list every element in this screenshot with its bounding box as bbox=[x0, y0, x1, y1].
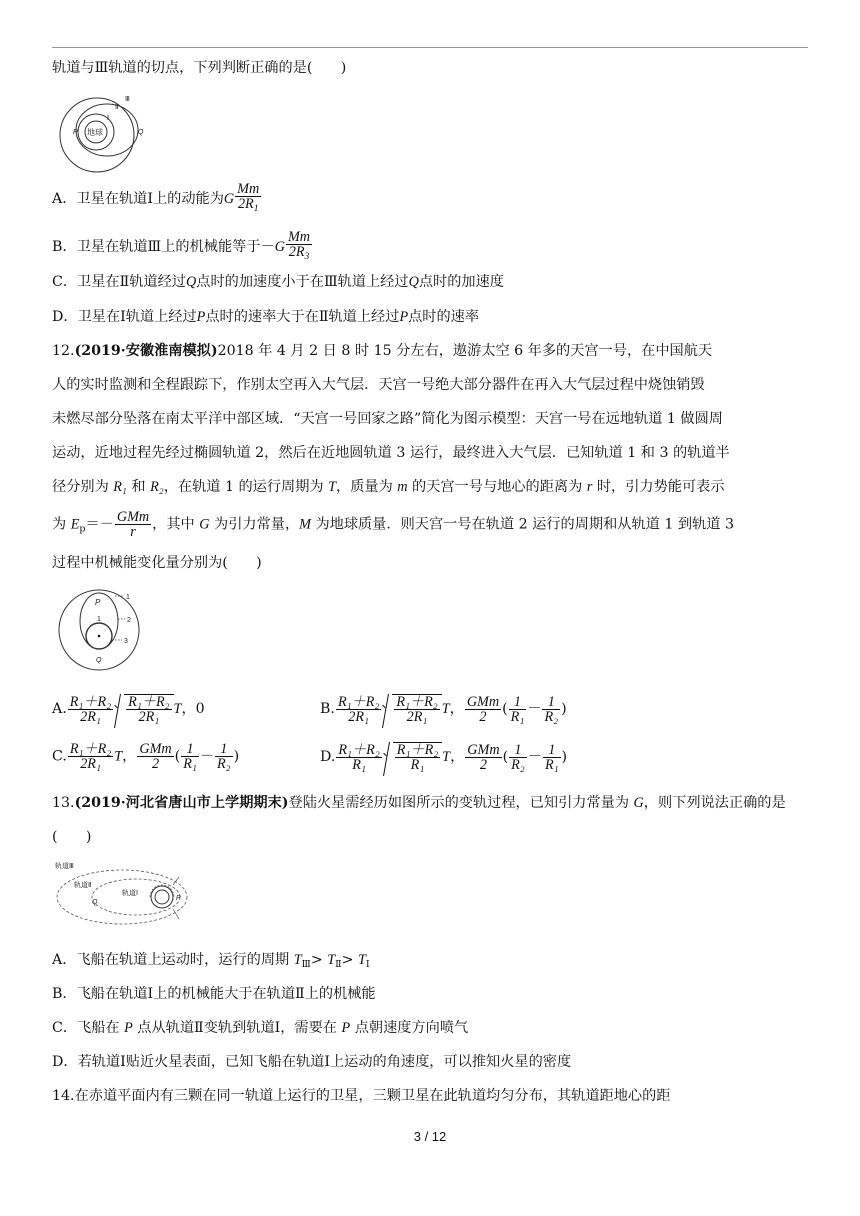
q13-option-b: B．飞船在轨道Ⅰ上的机械能大于在轨道Ⅱ上的机械能 bbox=[52, 986, 376, 1002]
svg-text:轨道Ⅱ: 轨道Ⅱ bbox=[74, 882, 92, 889]
q13-option-c: C．飞船在 P 点从轨道Ⅱ变轨到轨道Ⅰ，需要在 P 点朝速度方向喷气 bbox=[52, 1020, 469, 1036]
q11-orbit-figure bbox=[52, 92, 162, 174]
q13-option-a: A．飞船在轨道上运动时，运行的周期 $T_Ⅲ> T_Ⅱ> T_Ⅰ$ bbox=[52, 952, 370, 970]
q12-option-a: A. $\frac{\text{R₁＋R₂}}{\text{2R₁}}$ $\frac{\text{R₁＋R₂}}{\text{2R₁}}$ T，0 bbox=[52, 693, 205, 725]
svg-text:Ⅲ: Ⅲ bbox=[125, 96, 130, 103]
q11-option-d: D．卫星在Ⅰ轨道上经过P点时的速率大于在Ⅱ轨道上经过P点时的速率 bbox=[52, 309, 480, 325]
header-rule bbox=[52, 47, 808, 48]
q12-option-b: B. $\frac{\text{R₁＋R₂}}{\text{2R₁}}$ $\frac{\text{R₁＋R₂}}{\text{2R₁}}$ T， $\frac{\text{GMm}}{2}$ ( $\frac{1}{\text{R₁}}$ － $\frac{1}{\text{R₂}}$ ) bbox=[320, 693, 567, 725]
svg-text:1: 1 bbox=[126, 594, 130, 601]
q12-line-6: 为 $E_p=-$ $\frac{\text{GMm}}{r}$ ，其中 G 为引力常量，M 为地球质量．则天宫一号在轨道 2 运行的周期和从轨道 1 到轨道 3 bbox=[52, 509, 734, 540]
q13-orbit-figure bbox=[52, 857, 192, 935]
svg-text:Ⅰ: Ⅰ bbox=[107, 115, 110, 122]
q11-option-b: B．卫星在轨道Ⅲ上的机械能等于－G $\frac{Mm}{2R_3}$ bbox=[52, 229, 311, 262]
q12-line-7: 过程中机械能变化量分别为( ) bbox=[52, 555, 262, 571]
q13-line-1: 13.(2019·河北省唐山市上学期期末)登陆火星需经历如图所示的变轨过程，已知引力常量为 G，则下列说法正确的是 bbox=[52, 795, 786, 811]
svg-text:P: P bbox=[95, 598, 101, 607]
q12-line-5: 径分别为 R₁ 和 R₂，在轨道 1 的运行周期为 T，质量为 m 的天宫一号与地心的距离为 r 时，引力势能可表示 bbox=[52, 479, 725, 495]
q13-line-2: ( ) bbox=[52, 829, 92, 845]
svg-text:Q: Q bbox=[96, 657, 102, 664]
svg-text:1: 1 bbox=[97, 616, 101, 623]
q11-stem-tail: 轨道与Ⅲ轨道的切点，下列判断正确的是( ) bbox=[52, 60, 347, 76]
svg-text:Q: Q bbox=[92, 899, 98, 906]
svg-text:P: P bbox=[176, 895, 181, 902]
q12-option-c: C. $\frac{\text{R₁＋R₂}}{\text{2R₁}}$ T， $\frac{\text{GMm}}{2}$ ( $\frac{1}{\text{R₁}}$ － $\frac{1}{\text{R₂}}$ ) bbox=[52, 741, 240, 772]
q12-line-3: 未燃尽部分坠落在南太平洋中部区域．“天宫一号回家之路”简化为图示模型：天宫一号在远地轨道 1 做圆周 bbox=[52, 411, 723, 427]
q12-line-1: 12.(2019·安徽淮南模拟)2018 年 4 月 2 日 8 时 15 分左右，遨游太空 6 年多的天宫一号，在中国航天 bbox=[52, 343, 713, 359]
svg-text:Ⅱ: Ⅱ bbox=[115, 104, 119, 111]
page-number: 3 / 12 bbox=[413, 1129, 447, 1144]
q11-option-a: A．卫星在轨道Ⅰ上的动能为G $\frac{Mm}{2R_1}$ bbox=[52, 181, 260, 214]
q12-line-2: 人的实时监测和全程跟踪下，作别太空再入大气层．天宫一号绝大部分器件在再入大气层过程中烧蚀销毁 bbox=[52, 377, 705, 393]
q11-option-c: C．卫星在Ⅱ轨道经过Q点时的加速度小于在Ⅲ轨道上经过Q点时的加速度 bbox=[52, 274, 504, 290]
q13-option-d: D．若轨道Ⅰ贴近火星表面，已知飞船在轨道Ⅰ上运动的角速度，可以推知火星的密度 bbox=[52, 1054, 572, 1070]
q12-option-d: D. $\frac{\text{R₁＋R₂}}{\text{R₁}}$ $\frac{\text{R₁＋R₂}}{\text{R₁}}$ T， $\frac{\text{GMm}}{2}$ ( $\frac{1}{\text{R₂}}$ － $\frac{1}{\text{R₁}}$ ) bbox=[320, 741, 568, 773]
svg-text:3: 3 bbox=[124, 638, 128, 645]
svg-text:Q: Q bbox=[138, 129, 144, 136]
svg-text:轨道Ⅲ: 轨道Ⅲ bbox=[55, 863, 74, 870]
q12-orbit-figure bbox=[52, 588, 152, 672]
earth-label: 地球 bbox=[87, 128, 103, 137]
q12-line-4: 运动，近地过程先经过椭圆轨道 2，然后在近地圆轨道 3 运行，最终进入大气层．已知轨道 1 和 3 的轨道半 bbox=[52, 445, 730, 461]
q14-line-1: 14.在赤道平面内有三颗在同一轨道上运行的卫星，三颗卫星在此轨道均匀分布，其轨道距地心的距 bbox=[52, 1088, 671, 1104]
svg-text:轨道Ⅰ: 轨道Ⅰ bbox=[122, 890, 139, 897]
svg-text:2: 2 bbox=[127, 617, 131, 624]
svg-text:P: P bbox=[73, 129, 78, 136]
